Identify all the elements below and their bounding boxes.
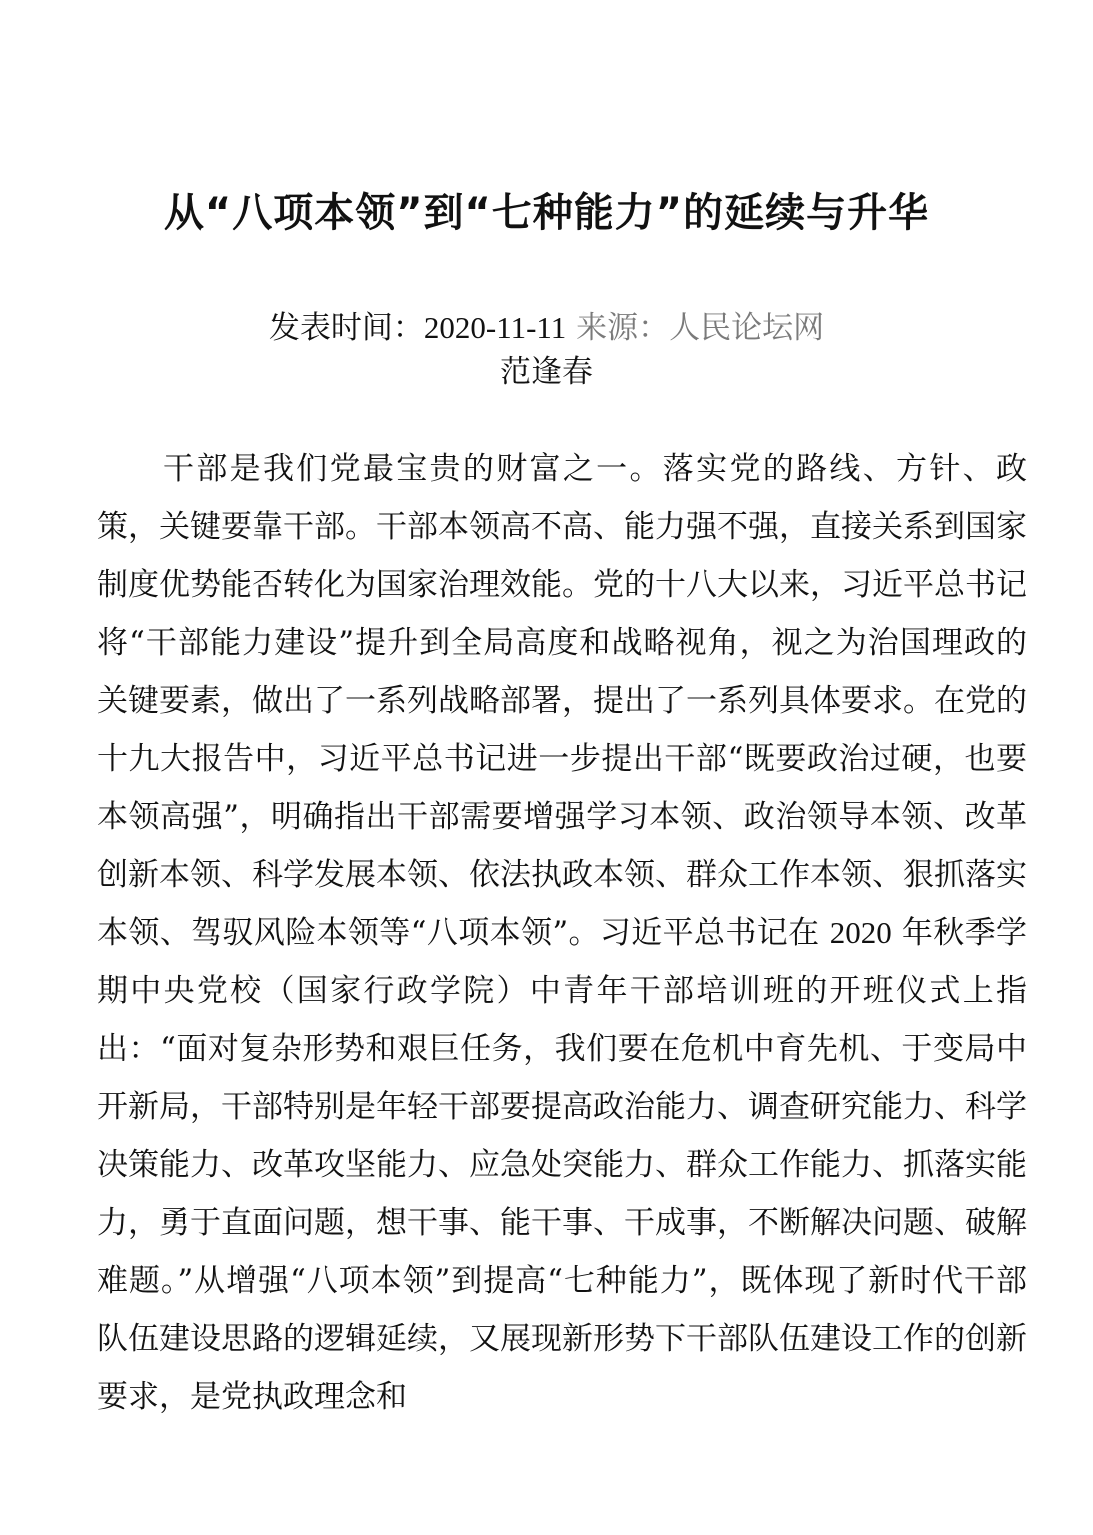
publish-time-label: 发表时间： [268,310,424,346]
article-author: 范逢春 [500,354,593,390]
source-name: 人民论坛网 [669,310,825,346]
paragraph-year: 2020 [829,915,892,950]
paragraph-text-part2: 年秋季学期中央党校（国家行政学院）中青年干部培训班的开班仪式上指出：“面对复杂形势和艰巨任务，我们要在危机中育先机、于变局中开新局，干部特别是年轻干部要提高政治能力、调查研究能力、科学决策能力、改革攻坚能力、应急处突能力、群众工作能力、抓落实能力，勇于直面问题，想干事、能干事、干成事，不断解决问题、破解难题。”从增强“八项本领”到提高“七种能力”，既体现了新时代干部队伍建设思路的逻辑延续，又展现新形势下干部队伍建设工作的创新要求，是党执政理念和 [97,915,1028,1415]
source-label: 来源： [576,310,670,346]
article-title: 从“八项本领”到“七种能力”的延续与升华 [163,190,930,236]
article-paragraph [97,440,1027,1426]
publish-date: 2020-11-11 [423,310,567,345]
article-meta [95,306,998,350]
paragraph-text-part1: 干部是我们党最宝贵的财富之一。落实党的路线、方针、政策，关键要靠干部。干部本领高不高、能力强不强，直接关系到国家制度优势能否转化为国家治理效能。党的十八大以来，习近平总书记将“干部能力建设”提升到全局高度和战略视角，视之为治国理政的关键要素，做出了一系列战略部署，提出了一系列具体要求。在党的十九大报告中，习近平总书记进一步提出干部“既要政治过硬，也要本领高强”，明确指出干部需要增强学习本领、政治领导本领、改革创新本领、科学发展本领、依法执政本领、群众工作本领、狠抓落实本领、驾驭风险本领等“八项本领”。习近平总书记在 [97,451,1027,951]
